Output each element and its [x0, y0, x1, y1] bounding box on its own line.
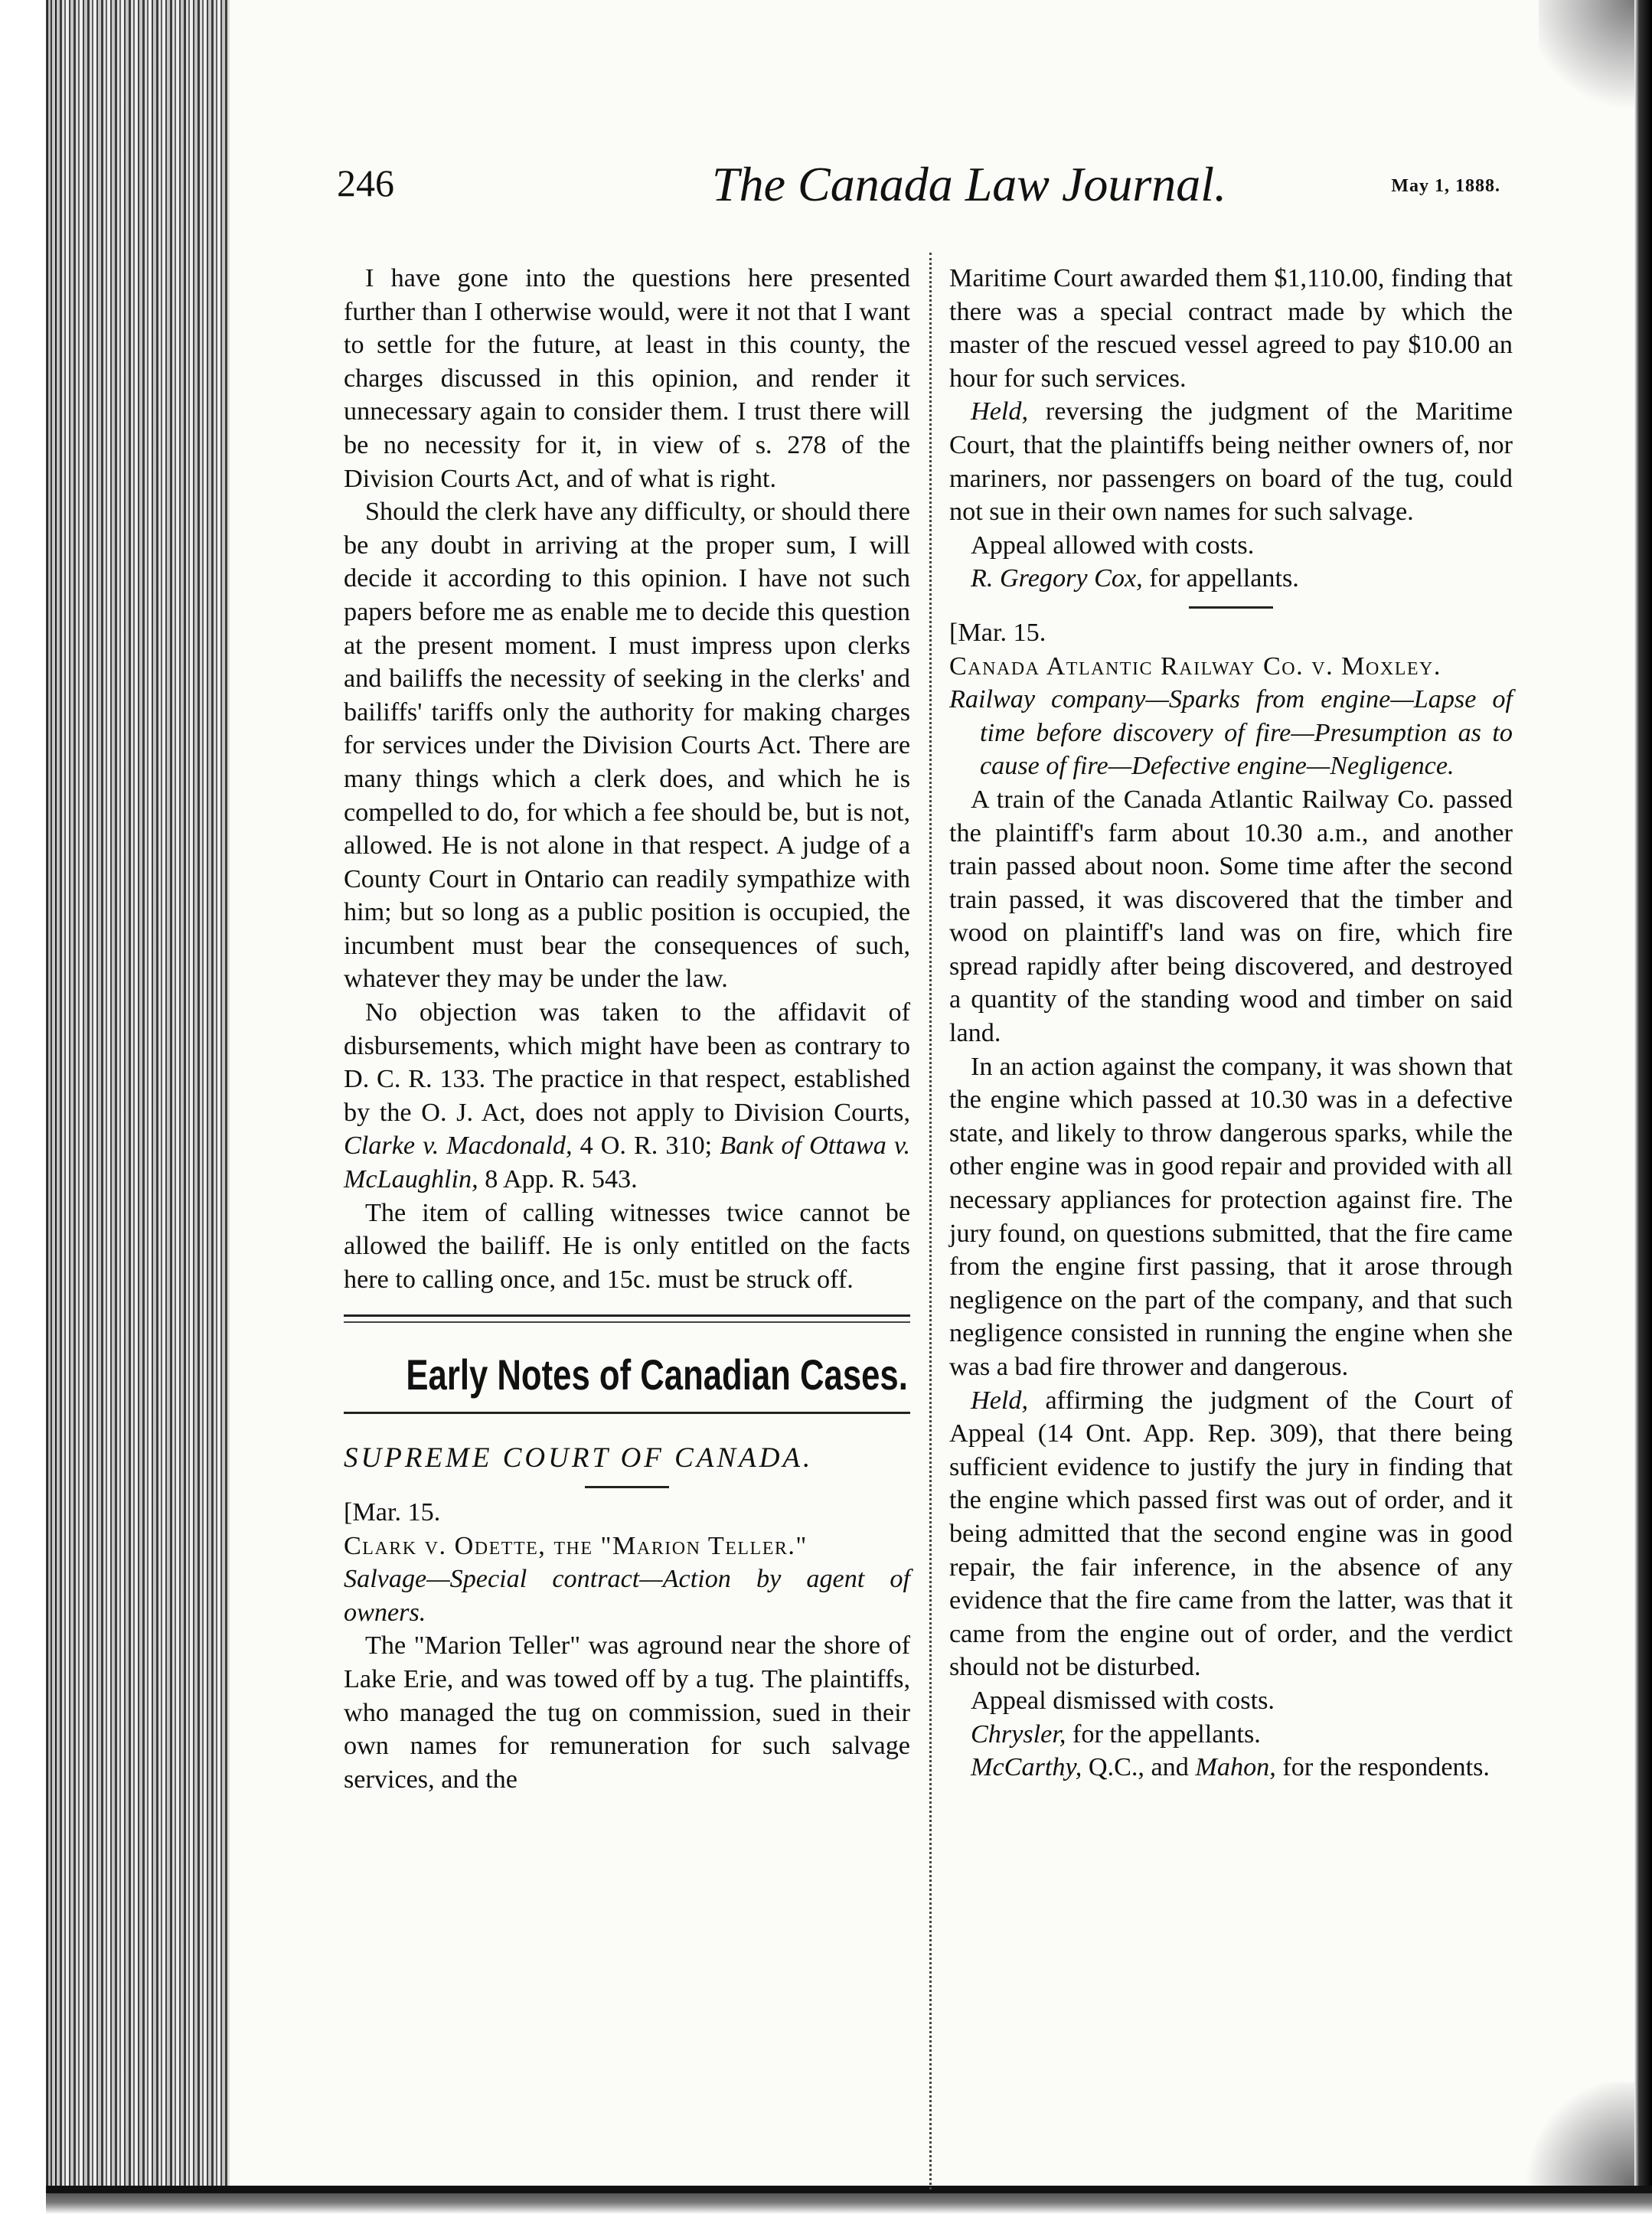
case-citation: Bank of Ottawa v. McLaughlin,	[344, 1131, 911, 1194]
paragraph-text: No objection was taken to the affidavit of disbursements, which might have been as contrary to D. C. R. 133. The practice in that respect, established by the O. J. Act, does not apply to Division Courts,	[344, 998, 910, 1127]
counsel-role: for the appellants.	[1072, 1719, 1261, 1749]
page-left-margin	[0, 0, 47, 2214]
journal-title: The Canada Law Journal.	[712, 157, 1227, 211]
objection-paragraph	[344, 996, 910, 1197]
paragraph: The item of calling witnesses twice cannot be allowed the bailiff. He is only entitled on the facts here to calling once, and 15c. must be struck off.	[344, 1198, 910, 1294]
counsel-line	[949, 1718, 1513, 1752]
page-bottom-edge	[46, 2186, 1652, 2214]
paragraph: I have gone into the questions here presented further than I otherwise would, were it not that I want to settle for the future, at least in this county, the charges discussed in this opinion, and render it unnecessary again to consider them. I trust there will be no necessity for it, in view of s. 278 of the Division Courts Act, and of what is right.	[344, 264, 910, 493]
paragraph: Maritime Court awarded them $1,110.00, finding that there was a special contract made by which the master of the rescued vessel agreed to pay $10.00 an hour for such services.	[949, 264, 1513, 393]
issue-date: May 1, 1888.	[1391, 176, 1500, 196]
running-header	[337, 153, 1500, 222]
counsel-line	[949, 562, 1513, 596]
held-paragraph	[949, 1384, 1513, 1684]
section-heading: Early Notes of Canadian Cases.	[406, 1350, 908, 1399]
section-rule	[344, 1314, 910, 1323]
court-title: SUPREME COURT OF CANADA.	[344, 1442, 814, 1474]
case-result: Appeal dismissed with costs.	[971, 1686, 1275, 1715]
paragraph: The "Marion Teller" was aground near the shore of Lake Erie, and was towed off by a tug. The plaintiffs, who managed the tug on commission, sued in their own names for remuneration for such salvage services, and the	[344, 1631, 910, 1794]
held-text: reversing the judgment of the Maritime Court, that the plaintiffs being neither owners of, nor mariners, nor passengers on board of the tug, could not sue in their own names for such salvage.	[949, 397, 1513, 527]
short-rule	[585, 1486, 669, 1488]
counsel-line	[949, 1751, 1513, 1785]
column-divider	[929, 253, 932, 2190]
held-paragraph	[949, 395, 1513, 528]
citation-reference: 8 App. R. 543.	[485, 1165, 638, 1194]
headnote: Salvage—Special contract—Action by agent of owners.	[344, 1565, 910, 1627]
left-column	[344, 262, 910, 1796]
counsel-role: for the respondents.	[1282, 1753, 1490, 1782]
headnote: Railway company—Sparks from engine—Lapse of time before discovery of fire—Presumption as to cause of fire—Defective engine—Negligence.	[949, 685, 1513, 781]
held-label: Held,	[971, 1386, 1029, 1415]
counsel-name: Mahon,	[1195, 1753, 1276, 1782]
page-right-edge	[1634, 0, 1652, 2214]
paragraph: In an action against the company, it was shown that the engine which passed at 10.30 was in a defective state, and likely to throw dangerous sparks, while the other engine was in good repair and provided with all necessary appliances for protection against fire. The jury found, on questions submitted, that the fire came from the engine first passing, that it arose through negligence on the part of the company, and that such negligence consisted in running the engine when she was a bad fire thrower and dangerous.	[949, 1052, 1513, 1381]
paragraph: Should the clerk have any difficulty, or should there be any doubt in arriving at the proper sum, I will decide it according to this opinion. I have not such papers before me as enable me to decide this question at the present moment. I must impress upon clerks and bailiffs the necessity of seeking in the clerks' and bailiffs' tariffs only the authority for making charges for services under the Division Courts Act. There are many things which a clerk does, and which he is compelled to do, for which a fee should be, but is not, allowed. He is not alone in that respect. A judge of a County Court in Ontario can readily sympathize with him; but so long as a public position is occupied, the incumbent must bear the consequences of such, whatever they may be under the law.	[344, 498, 910, 994]
counsel-qualifier: Q.C., and	[1088, 1753, 1189, 1782]
counsel-role: for appellants.	[1149, 564, 1299, 593]
case-date: [Mar. 15.	[344, 1498, 441, 1527]
scan-shadow-top-right	[1539, 0, 1634, 122]
case-result: Appeal allowed with costs.	[971, 531, 1255, 560]
paragraph: A train of the Canada Atlantic Railway Co. passed the plaintiff's farm about 10.30 a.m., and another train passed about noon. Some time after the second train passed, it was discovered that the timber and wood on plaintiff's land was on fire, which fire spread rapidly after being discovered, and destroyed a quantity of the standing wood and timber on said land.	[949, 785, 1513, 1048]
counsel-name: Chrysler,	[971, 1719, 1066, 1749]
book-spine-edge	[46, 0, 230, 2214]
counsel-name: R. Gregory Cox,	[971, 564, 1143, 593]
page-number: 246	[337, 162, 394, 204]
counsel-name: McCarthy,	[971, 1753, 1082, 1782]
right-column	[949, 262, 1513, 1785]
case-name: Canada Atlantic Railway Co. v. Moxley.	[949, 651, 1441, 681]
heading-rule	[344, 1412, 910, 1414]
held-text: affirming the judgment of the Court of Appeal (14 Ont. App. Rep. 309), that there being sufficient evidence to justify the jury in finding that the engine which passed first was out of order, and it being admitted that the second engine was in good repair, the fair inference, in the absence of any evidence that the fire came from the latter, was that it came from the engine out of order, and the verdict should not be disturbed.	[949, 1386, 1513, 1682]
citation-reference: 4 O. R. 310;	[580, 1131, 713, 1161]
scan-shadow-bottom-right	[1523, 2082, 1634, 2186]
held-label: Held,	[971, 397, 1029, 426]
case-citation: Clarke v. Macdonald,	[344, 1131, 573, 1161]
case-date: [Mar. 15.	[949, 618, 1046, 647]
short-rule	[1189, 606, 1273, 609]
case-name: Clark v. Odette, the "Marion Teller."	[344, 1531, 808, 1560]
